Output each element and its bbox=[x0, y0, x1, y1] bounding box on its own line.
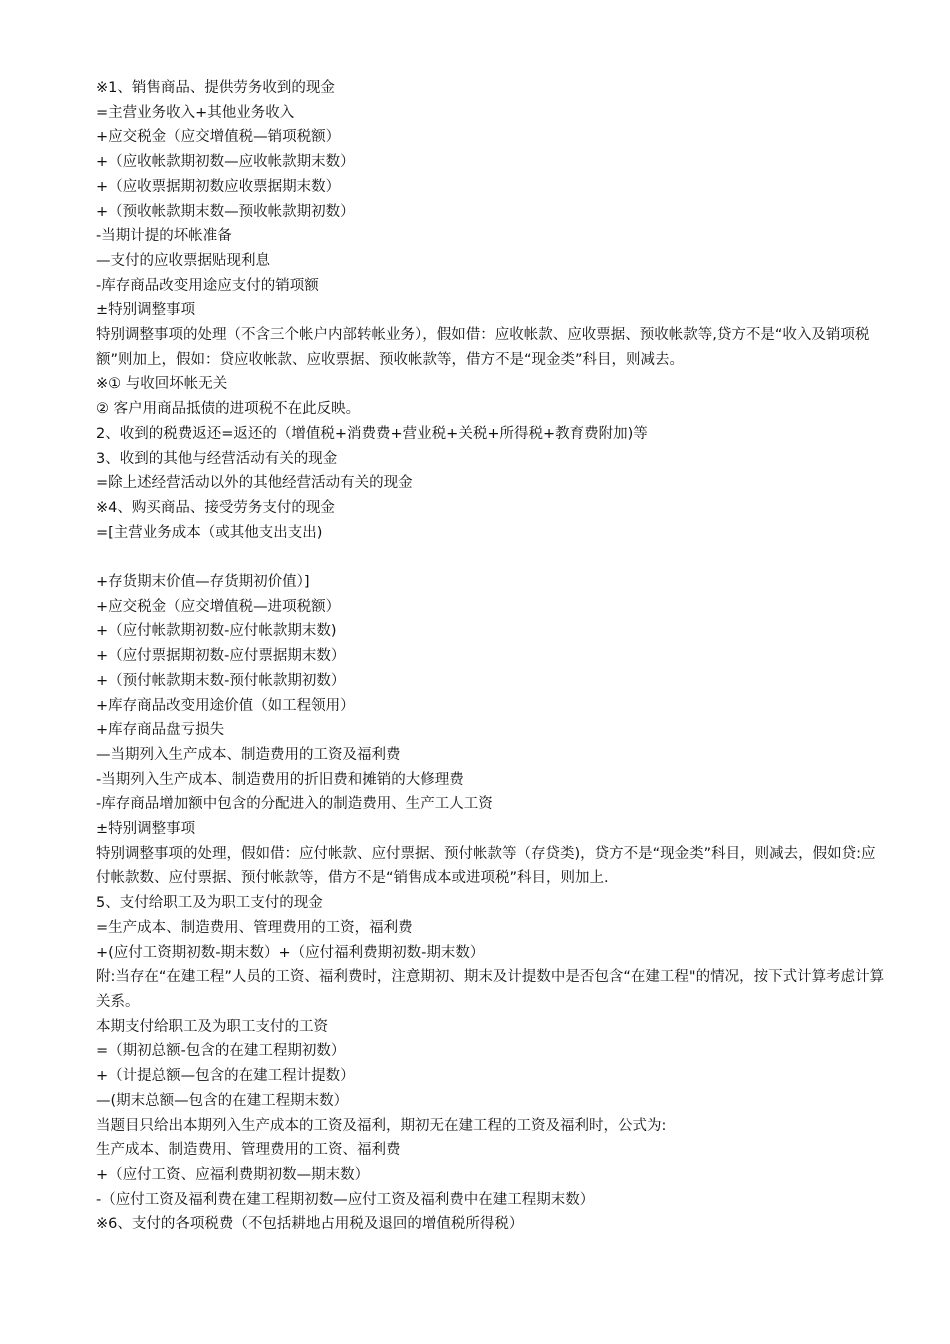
text-line: —当期列入生产成本、制造费用的工资及福利费 bbox=[96, 746, 401, 763]
text-line: -（应付工资及福利费在建工程期初数—应付工资及福利费中在建工程期末数） bbox=[96, 1191, 595, 1208]
text-line: =（期初总额-包含的在建工程期初数） bbox=[96, 1043, 346, 1060]
text-line: +应交税金（应交增值税—进项税额） bbox=[96, 598, 341, 615]
text-line: 2、收到的税费返还=返还的（增值税+消费费+营业税+关税+所得税+教育费附加)等 bbox=[96, 425, 648, 442]
text-line: =除上述经营活动以外的其他经营活动有关的现金 bbox=[96, 475, 413, 492]
document-body bbox=[96, 76, 886, 1237]
text-line: +（计提总额—包含的在建工程计提数） bbox=[96, 1068, 355, 1085]
text-line: -当期计提的坏帐准备 bbox=[96, 228, 232, 245]
text-line: +存货期末价值—存货期初价值）] bbox=[96, 574, 310, 591]
text-line: +（应付工资、应福利费期初数—期末数） bbox=[96, 1166, 370, 1183]
text-line: ※1、销售商品、提供劳务收到的现金 bbox=[96, 80, 335, 96]
text-line: —支付的应收票据贴现利息 bbox=[96, 252, 270, 269]
text-line: =[主营业务成本（或其他支出支出) bbox=[96, 524, 323, 541]
text-line: -当期列入生产成本、制造费用的折旧费和摊销的大修理费 bbox=[96, 771, 464, 788]
text-line: +(应付工资期初数-期末数）+（应付福利费期初数-期末数） bbox=[96, 944, 485, 961]
text-line: +（预收帐款期末数—预收帐款期初数） bbox=[96, 203, 355, 220]
text-line: -库存商品改变用途应支付的销项额 bbox=[96, 277, 319, 294]
text-line: +（应收帐款期初数—应收帐款期末数） bbox=[96, 154, 355, 171]
text-line: ※4、购买商品、接受劳务支付的现金 bbox=[96, 499, 335, 516]
text-line: —(期末总额—包含的在建工程期末数） bbox=[96, 1092, 349, 1109]
blank-line bbox=[96, 545, 886, 570]
text-line: ±特别调整事项 bbox=[96, 302, 196, 319]
text-line: ※6、支付的各项税费（不包括耕地占用税及退回的增值税所得税） bbox=[96, 1216, 524, 1233]
text-line: ※① 与收回坏帐无关 bbox=[96, 376, 228, 393]
text-line: =生产成本、制造费用、管理费用的工资，福利费 bbox=[96, 919, 413, 936]
text-line: 生产成本、制造费用、管理费用的工资、福利费 bbox=[96, 1142, 401, 1159]
text-line: +（应付票据期初数-应付票据期末数） bbox=[96, 648, 346, 665]
text-line: +（应收票据期初数应收票据期末数） bbox=[96, 178, 341, 195]
text-line: +应交税金（应交增值税—销项税额） bbox=[96, 129, 341, 146]
text-line: +（应付帐款期初数-应付帐款期末数) bbox=[96, 623, 337, 640]
text-line: +库存商品盘亏损失 bbox=[96, 722, 225, 739]
text-line: =主营业务收入+其他业务收入 bbox=[96, 104, 295, 121]
text-line: ±特别调整事项 bbox=[96, 821, 196, 838]
text-line: +库存商品改变用途价值（如工程领用） bbox=[96, 697, 355, 714]
paragraph: 特别调整事项的处理，假如借：应付帐款、应付票据、预付帐款等（存贷类)，贷方不是“现金类”科目，则减去，假如贷:应付帐款数、应付票据、预付帐款等，借方不是“销售成本或进项税”科目，则加上. bbox=[96, 845, 876, 887]
paragraph: 附:当存在“在建工程”人员的工资、福利费时，注意期初、期末及计提数中是否包含“在建工程"的情况，按下式计算考虑计算关系。 bbox=[96, 969, 885, 1010]
text-line: ② 客户用商品抵债的进项税不在此反映。 bbox=[96, 401, 361, 418]
text-line: +（预付帐款期末数-预付帐款期初数） bbox=[96, 672, 346, 689]
text-line: -库存商品增加额中包含的分配进入的制造费用、生产工人工资 bbox=[96, 796, 493, 813]
text-line: 本期支付给职工及为职工支付的工资 bbox=[96, 1018, 328, 1035]
paragraph: 特别调整事项的处理（不含三个帐户内部转帐业务），假如借：应收帐款、应收票据、预收帐款等,贷方不是“收入及销项税额”则加上，假如：贷应收帐款、应收票据、预收帐款等，借方不是“现金类”科目，则减去。 bbox=[96, 327, 870, 368]
text-line: 3、收到的其他与经营活动有关的现金 bbox=[96, 450, 338, 467]
text-line: 5、支付给职工及为职工支付的现金 bbox=[96, 895, 323, 912]
text-line: 当题目只给出本期列入生产成本的工资及福利，期初无在建工程的工资及福利时，公式为: bbox=[96, 1117, 667, 1134]
